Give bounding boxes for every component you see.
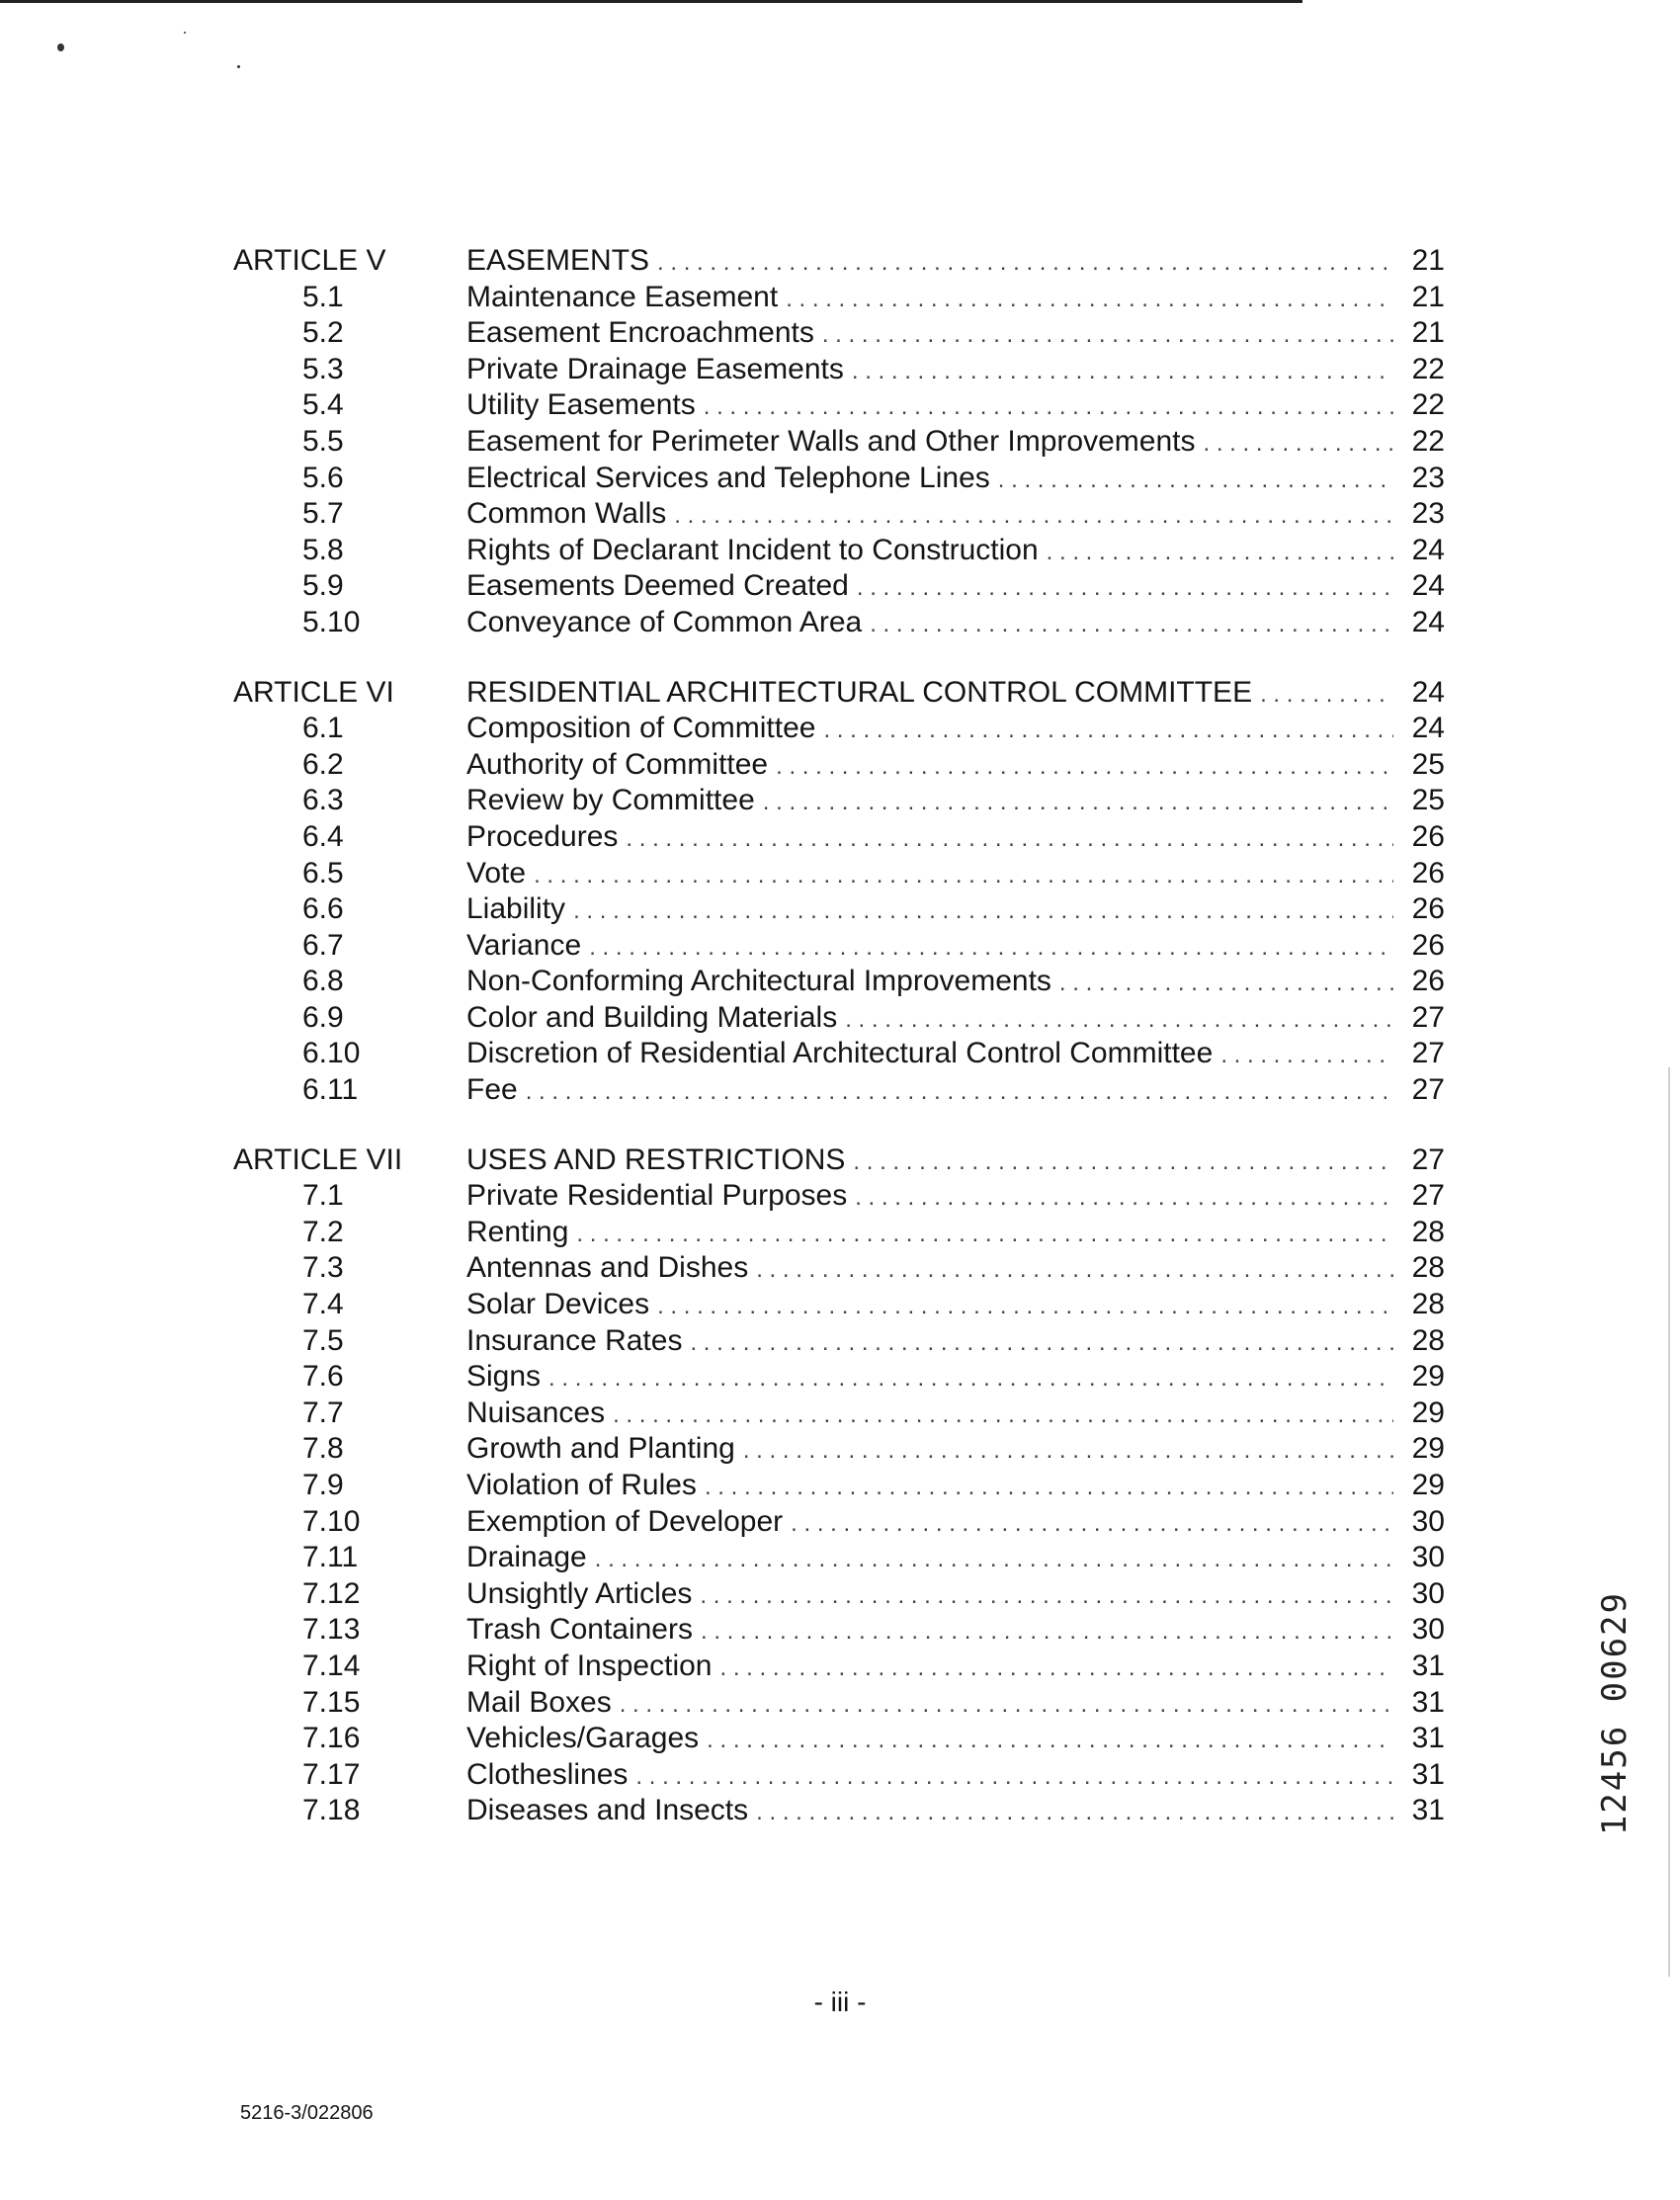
entry-title: Liability (466, 892, 566, 926)
entry-page-number: 30 (1411, 1576, 1445, 1610)
toc-entry-row (233, 496, 1445, 533)
dot-leader (701, 1614, 1393, 1650)
entry-page-number: 26 (1411, 892, 1445, 926)
entry-page-number: 31 (1411, 1649, 1445, 1682)
entry-page-number: 28 (1411, 1215, 1445, 1248)
toc-entry-row (233, 964, 1445, 1000)
entry-number: 7.9 (302, 1469, 344, 1501)
entry-number: 5.8 (302, 533, 344, 566)
entry-number: 7.11 (302, 1541, 359, 1574)
entry-number: 7.4 (302, 1288, 344, 1321)
toc-entry-row (233, 1000, 1445, 1037)
entry-number: 7.8 (302, 1432, 344, 1466)
entry-number: 5.10 (302, 605, 361, 638)
dot-leader (719, 1650, 1393, 1687)
table-of-contents (233, 243, 1445, 1863)
entry-number: 6.6 (302, 892, 344, 926)
dot-leader (763, 785, 1393, 821)
entry-title: Nuisances (466, 1396, 606, 1429)
dot-leader (823, 713, 1393, 749)
dot-leader (1204, 426, 1394, 463)
page-number: - iii - (813, 1987, 867, 2017)
toc-entry-row (233, 1250, 1445, 1287)
entry-number: 7.6 (302, 1360, 344, 1394)
entry-title: Clotheslines (466, 1757, 629, 1791)
entry-number: 7.1 (302, 1179, 344, 1213)
toc-entry-row (233, 1072, 1445, 1109)
entry-page-number: 31 (1411, 1757, 1445, 1791)
scan-speck (57, 43, 64, 51)
entry-title: USES AND RESTRICTIONS (466, 1142, 846, 1176)
toc-entry-row (233, 891, 1445, 928)
dot-leader (1260, 677, 1393, 714)
entry-page-number: 25 (1411, 747, 1445, 781)
toc-entry-row (233, 533, 1445, 569)
entry-number: 5.3 (302, 352, 344, 385)
dot-leader (635, 1759, 1393, 1796)
entry-page-number: 26 (1411, 928, 1445, 962)
entry-title: Maintenance Easement (466, 280, 779, 313)
entry-page-number: 27 (1411, 1179, 1445, 1213)
entry-title: Vote (466, 856, 527, 889)
entry-page-number: 27 (1411, 1000, 1445, 1034)
entry-title: Right of Inspection (466, 1649, 713, 1682)
entry-page-number: 28 (1411, 1251, 1445, 1285)
entry-page-number: 29 (1411, 1432, 1445, 1466)
dot-leader (791, 1506, 1393, 1543)
entry-title: Discretion of Residential Architectural Control Committee (466, 1037, 1214, 1070)
dot-leader (743, 1433, 1393, 1470)
top-scan-edge (0, 0, 1302, 3)
dot-leader (845, 1002, 1393, 1039)
toc-entry-row (233, 1649, 1445, 1685)
entry-title: Easement Encroachments (466, 316, 814, 350)
entry-page-number: 24 (1411, 712, 1445, 745)
entry-page-number: 29 (1411, 1396, 1445, 1429)
toc-article-section (233, 675, 1445, 1109)
dot-leader (576, 1217, 1393, 1253)
dot-leader (1059, 966, 1393, 1002)
dot-leader (756, 1252, 1393, 1289)
entry-page-number: 30 (1411, 1504, 1445, 1538)
entry-page-number: 24 (1411, 675, 1445, 709)
entry-number: 7.16 (302, 1722, 361, 1755)
entry-title: Variance (466, 928, 582, 962)
entry-title: RESIDENTIAL ARCHITECTURAL CONTROL COMMITTEE (466, 675, 1253, 709)
toc-entry-row (233, 1431, 1445, 1468)
dot-leader (595, 1542, 1393, 1578)
dot-leader (548, 1361, 1393, 1397)
entry-page-number: 22 (1411, 424, 1445, 458)
entry-title: Review by Committee (466, 784, 755, 817)
dot-leader (822, 317, 1393, 354)
toc-entry-row (233, 747, 1445, 784)
entry-page-number: 26 (1411, 819, 1445, 853)
entry-number: ARTICLE VII (233, 1142, 403, 1176)
entry-number: 6.1 (302, 712, 344, 745)
entry-title: Exemption of Developer (466, 1504, 784, 1538)
dot-leader (657, 1289, 1393, 1325)
entry-number: 6.11 (302, 1073, 359, 1107)
entry-title: Unsightly Articles (466, 1576, 693, 1610)
dot-leader (589, 930, 1393, 967)
entry-title: Growth and Planting (466, 1432, 735, 1466)
entry-page-number: 30 (1411, 1541, 1445, 1574)
entry-page-number: 29 (1411, 1469, 1445, 1501)
toc-entry-row (233, 1215, 1445, 1251)
dot-leader (998, 463, 1393, 499)
entry-number: 6.10 (302, 1037, 361, 1070)
entry-number: 5.2 (302, 316, 344, 350)
article-heading-row (233, 1142, 1445, 1179)
dot-leader (657, 245, 1393, 282)
scan-speck (237, 65, 240, 68)
dot-leader (690, 1325, 1393, 1362)
entry-page-number: 24 (1411, 569, 1445, 603)
bates-stamp: 12456 00629 (1595, 1591, 1635, 1836)
entry-page-number: 28 (1411, 1323, 1445, 1357)
toc-entry-row (233, 1757, 1445, 1794)
entry-title: Procedures (466, 819, 619, 853)
entry-title: Violation of Rules (466, 1469, 697, 1501)
entry-page-number: 26 (1411, 965, 1445, 998)
entry-number: 7.12 (302, 1576, 361, 1610)
entry-number: 5.9 (302, 569, 344, 603)
entry-number: 7.13 (302, 1613, 361, 1647)
entry-title: Conveyance of Common Area (466, 605, 863, 638)
entry-page-number: 27 (1411, 1142, 1445, 1176)
entry-page-number: 30 (1411, 1613, 1445, 1647)
entry-number: 6.7 (302, 928, 344, 962)
toc-entry-row (233, 352, 1445, 388)
entry-number: 5.4 (302, 388, 344, 422)
dot-leader (707, 1723, 1393, 1759)
entry-number: 5.5 (302, 424, 344, 458)
entry-page-number: 24 (1411, 605, 1445, 638)
entry-page-number: 29 (1411, 1360, 1445, 1394)
entry-page-number: 24 (1411, 533, 1445, 566)
toc-article-section (233, 1142, 1445, 1829)
toc-entry-row (233, 928, 1445, 965)
entry-page-number: 27 (1411, 1037, 1445, 1070)
entry-number: 6.4 (302, 819, 344, 853)
entry-title: Fee (466, 1073, 518, 1107)
entry-title: Renting (466, 1215, 569, 1248)
toc-entry-row (233, 1396, 1445, 1432)
entry-page-number: 26 (1411, 856, 1445, 889)
entry-number: 7.15 (302, 1685, 361, 1719)
toc-entry-row (233, 1540, 1445, 1576)
dot-leader (573, 893, 1393, 930)
dot-leader (786, 282, 1393, 318)
dot-leader (674, 498, 1393, 535)
toc-article-section (233, 243, 1445, 641)
entry-title: Mail Boxes (466, 1685, 612, 1719)
entry-page-number: 31 (1411, 1685, 1445, 1719)
dot-leader (870, 607, 1393, 643)
dot-leader (626, 821, 1393, 858)
entry-page-number: 21 (1411, 244, 1445, 277)
entry-page-number: 25 (1411, 784, 1445, 817)
entry-title: EASEMENTS (466, 244, 650, 277)
scan-speck (184, 32, 186, 34)
article-heading-row (233, 243, 1445, 280)
entry-number: 7.14 (302, 1649, 361, 1682)
entry-page-number: 31 (1411, 1794, 1445, 1827)
dot-leader (756, 1795, 1393, 1831)
right-scan-edge (1668, 1067, 1670, 1977)
entry-title: Electrical Services and Telephone Lines (466, 461, 990, 494)
toc-entry-row (233, 819, 1445, 856)
entry-number: 7.7 (302, 1396, 344, 1429)
entry-title: Diseases and Insects (466, 1794, 749, 1827)
toc-entry-row (233, 1721, 1445, 1757)
entry-page-number: 23 (1411, 497, 1445, 531)
entry-number: 5.1 (302, 280, 344, 313)
entry-title: Drainage (466, 1541, 587, 1574)
toc-entry-row (233, 1468, 1445, 1504)
dot-leader (700, 1578, 1393, 1615)
entry-title: Antennas and Dishes (466, 1251, 749, 1285)
toc-entry-row (233, 783, 1445, 819)
entry-title: Common Walls (466, 497, 667, 531)
toc-entry-row (233, 1612, 1445, 1649)
entry-number: 7.2 (302, 1215, 344, 1248)
entry-number: 6.3 (302, 784, 344, 817)
entry-page-number: 28 (1411, 1288, 1445, 1321)
entry-number: 6.5 (302, 856, 344, 889)
dot-leader (776, 749, 1393, 786)
toc-entry-row (233, 1576, 1445, 1613)
toc-entry-row (233, 1504, 1445, 1541)
toc-entry-row (233, 1323, 1445, 1360)
dot-leader (620, 1687, 1393, 1724)
toc-entry-row (233, 1685, 1445, 1722)
toc-entry-row (233, 461, 1445, 497)
entry-number: 5.6 (302, 461, 344, 494)
entry-title: Rights of Declarant Incident to Construction (466, 533, 1039, 566)
entry-number: 6.8 (302, 965, 344, 998)
dot-leader (1220, 1038, 1393, 1074)
entry-title: Insurance Rates (466, 1323, 683, 1357)
dot-leader (613, 1397, 1393, 1434)
dot-leader (853, 1144, 1393, 1181)
toc-entry-row (233, 1178, 1445, 1215)
toc-entry-row (233, 1287, 1445, 1323)
entry-title: Authority of Committee (466, 747, 769, 781)
entry-title: Trash Containers (466, 1613, 693, 1647)
entry-page-number: 27 (1411, 1073, 1445, 1107)
dot-leader (534, 858, 1393, 894)
entry-page-number: 21 (1411, 316, 1445, 350)
article-heading-row (233, 675, 1445, 712)
dot-leader (852, 354, 1393, 390)
entry-title: Signs (466, 1360, 542, 1394)
entry-page-number: 23 (1411, 461, 1445, 494)
entry-title: Easements Deemed Created (466, 569, 849, 603)
entry-number: 6.2 (302, 747, 344, 781)
entry-title: Private Drainage Easements (466, 352, 844, 385)
entry-number: ARTICLE VI (233, 675, 394, 709)
entry-title: Color and Building Materials (466, 1000, 838, 1034)
entry-number: 7.10 (302, 1504, 361, 1538)
entry-number: 6.9 (302, 1000, 344, 1034)
toc-entry-row (233, 605, 1445, 641)
entry-number: 7.5 (302, 1323, 344, 1357)
entry-number: 7.17 (302, 1757, 361, 1791)
toc-entry-row (233, 280, 1445, 316)
entry-page-number: 22 (1411, 352, 1445, 385)
dot-leader (705, 1470, 1393, 1506)
entry-title: Utility Easements (466, 388, 696, 422)
dot-leader (1047, 535, 1393, 571)
entry-page-number: 22 (1411, 388, 1445, 422)
toc-entry-row (233, 711, 1445, 747)
dot-leader (855, 1180, 1393, 1217)
dot-leader (526, 1074, 1393, 1111)
entry-title: Private Residential Purposes (466, 1179, 848, 1213)
entry-page-number: 21 (1411, 280, 1445, 313)
document-code: 5216-3/022806 (240, 2102, 374, 2124)
toc-entry-row (233, 387, 1445, 424)
entry-number: 7.18 (302, 1794, 361, 1827)
entry-number: 5.7 (302, 497, 344, 531)
toc-entry-row (233, 856, 1445, 892)
entry-title: Easement for Perimeter Walls and Other Improvements (466, 424, 1196, 458)
dot-leader (704, 389, 1393, 426)
toc-entry-row (233, 424, 1445, 461)
toc-entry-row (233, 1793, 1445, 1829)
toc-entry-row (233, 1036, 1445, 1072)
dot-leader (857, 570, 1393, 607)
entry-title: Vehicles/Garages (466, 1722, 700, 1755)
entry-number: ARTICLE V (233, 244, 386, 277)
toc-entry-row (233, 315, 1445, 352)
toc-entry-row (233, 568, 1445, 605)
entry-title: Composition of Committee (466, 712, 816, 745)
entry-title: Non-Conforming Architectural Improvements (466, 965, 1051, 998)
entry-number: 7.3 (302, 1251, 344, 1285)
entry-title: Solar Devices (466, 1288, 650, 1321)
entry-page-number: 31 (1411, 1722, 1445, 1755)
toc-entry-row (233, 1359, 1445, 1396)
